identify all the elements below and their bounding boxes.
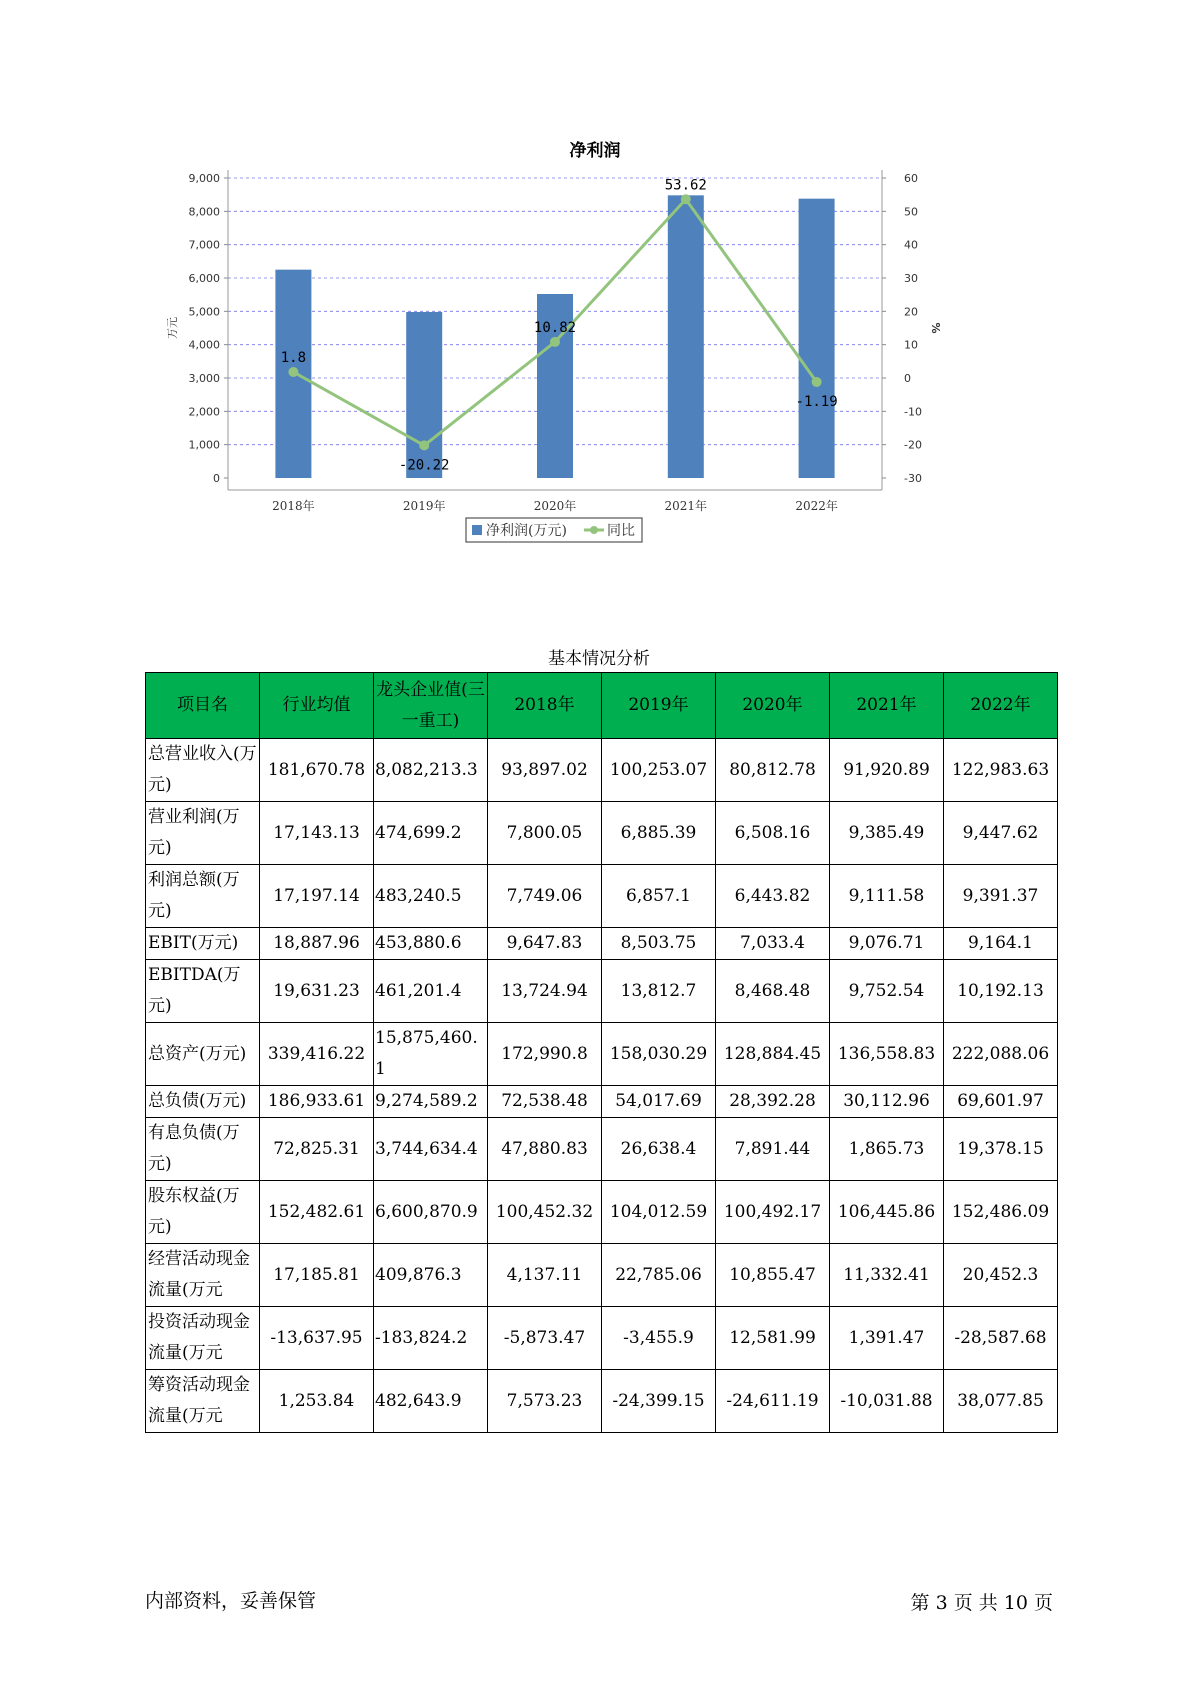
table-cell: 7,800.05 <box>488 802 602 865</box>
table-cell: 474,699.2 <box>374 802 488 865</box>
table-cell: 1,865.73 <box>830 1118 944 1181</box>
table-cell: -10,031.88 <box>830 1370 944 1433</box>
right-tick-label: -10 <box>904 405 922 419</box>
table-cell: 128,884.45 <box>716 1023 830 1086</box>
table-row <box>146 1086 1058 1118</box>
growth-data-label: 10.82 <box>533 319 577 336</box>
table-row <box>146 739 1058 802</box>
right-tick-label: 60 <box>904 172 918 185</box>
growth-data-label: 1.8 <box>280 350 307 366</box>
left-tick-label: 9,000 <box>188 172 220 185</box>
right-tick-label: 30 <box>904 272 918 285</box>
table-cell: 9,385.49 <box>830 802 944 865</box>
legend-bar-label: 净利润(万元) <box>486 523 567 539</box>
bar <box>799 199 835 478</box>
column-header: 2019年 <box>602 673 716 739</box>
left-tick-label: 3,000 <box>188 372 220 385</box>
table-cell: -3,455.9 <box>602 1307 716 1370</box>
column-header: 2021年 <box>830 673 944 739</box>
x-tick-label: 2020年 <box>533 499 577 513</box>
legend-line-label: 同比 <box>607 523 635 539</box>
table-cell: 10,192.13 <box>944 960 1058 1023</box>
table-cell: 482,643.9 <box>374 1370 488 1433</box>
table-row <box>146 960 1058 1023</box>
table-cell: 17,197.14 <box>260 865 374 928</box>
chart-title: 净利润 <box>569 141 621 161</box>
table-cell: 9,647.83 <box>488 928 602 960</box>
table-cell: 136,558.83 <box>830 1023 944 1086</box>
table-cell: 12,581.99 <box>716 1307 830 1370</box>
table-cell: 8,082,213.3 <box>374 739 488 802</box>
table-cell: 13,724.94 <box>488 960 602 1023</box>
growth-point <box>288 367 298 377</box>
table-cell: 7,573.23 <box>488 1370 602 1433</box>
left-tick-label: 0 <box>213 472 220 485</box>
basic-info-table <box>145 672 1058 1433</box>
row-label: 利润总额(万元) <box>146 865 260 928</box>
table-row <box>146 1370 1058 1433</box>
table-cell: 1,391.47 <box>830 1307 944 1370</box>
table-cell: 106,445.86 <box>830 1181 944 1244</box>
right-tick-label: 0 <box>904 372 911 385</box>
table-cell: -183,824.2 <box>374 1307 488 1370</box>
table-cell: 339,416.22 <box>260 1023 374 1086</box>
row-label: 经营活动现金流量(万元 <box>146 1244 260 1307</box>
column-header: 2022年 <box>944 673 1058 739</box>
table-cell: 80,812.78 <box>716 739 830 802</box>
right-tick-label: 10 <box>904 338 918 352</box>
table-cell: 9,274,589.2 <box>374 1086 488 1118</box>
table-cell: 20,452.3 <box>944 1244 1058 1307</box>
row-label: 总营业收入(万元) <box>146 739 260 802</box>
table-cell: 152,486.09 <box>944 1181 1058 1244</box>
x-tick-label: 2019年 <box>402 499 446 513</box>
x-tick-label: 2021年 <box>664 499 708 513</box>
left-tick-label: 4,000 <box>188 338 220 352</box>
table-cell: 9,752.54 <box>830 960 944 1023</box>
table-row <box>146 1307 1058 1370</box>
left-tick-label: 5,000 <box>188 305 220 319</box>
table-cell: 6,443.82 <box>716 865 830 928</box>
table-cell: 9,447.62 <box>944 802 1058 865</box>
growth-point <box>681 194 691 204</box>
table-cell: 100,492.17 <box>716 1181 830 1244</box>
table-row <box>146 865 1058 928</box>
table-cell: 19,631.23 <box>260 960 374 1023</box>
table-cell: 100,452.32 <box>488 1181 602 1244</box>
left-tick-label: 1,000 <box>188 438 220 452</box>
growth-point <box>419 440 429 450</box>
table-cell: 6,600,870.9 <box>374 1181 488 1244</box>
left-tick-label: 6,000 <box>188 272 220 285</box>
table-cell: -24,399.15 <box>602 1370 716 1433</box>
table-cell: 54,017.69 <box>602 1086 716 1118</box>
table-cell: -24,611.19 <box>716 1370 830 1433</box>
table-cell: 26,638.4 <box>602 1118 716 1181</box>
table-cell: 28,392.28 <box>716 1086 830 1118</box>
row-label: 营业利润(万元) <box>146 802 260 865</box>
growth-point <box>550 337 560 347</box>
table-cell: -13,637.95 <box>260 1307 374 1370</box>
growth-data-label: -1.19 <box>795 393 838 410</box>
column-header: 行业均值 <box>260 673 374 739</box>
bar <box>406 312 442 478</box>
table-cell: 7,749.06 <box>488 865 602 928</box>
growth-data-label: -20.22 <box>398 457 450 474</box>
table-cell: 181,670.78 <box>260 739 374 802</box>
table-cell: 11,332.41 <box>830 1244 944 1307</box>
column-header: 2018年 <box>488 673 602 739</box>
table-cell: 13,812.7 <box>602 960 716 1023</box>
chart-legend <box>466 518 642 542</box>
right-tick-label: -20 <box>904 438 922 452</box>
footer-confidential: 内部资料，妥善保管 <box>145 1590 317 1612</box>
table-cell: 483,240.5 <box>374 865 488 928</box>
table-cell: 7,033.4 <box>716 928 830 960</box>
table-cell: 1,253.84 <box>260 1370 374 1433</box>
table-cell: 17,143.13 <box>260 802 374 865</box>
table-cell: 18,887.96 <box>260 928 374 960</box>
table-row <box>146 802 1058 865</box>
table-cell: 38,077.85 <box>944 1370 1058 1433</box>
table-cell: 7,891.44 <box>716 1118 830 1181</box>
table-cell: 158,030.29 <box>602 1023 716 1086</box>
table-cell: 122,983.63 <box>944 739 1058 802</box>
row-label: 投资活动现金流量(万元 <box>146 1307 260 1370</box>
table-row <box>146 1181 1058 1244</box>
growth-point <box>812 377 822 387</box>
table-row <box>146 1023 1058 1086</box>
table-cell: 10,855.47 <box>716 1244 830 1307</box>
table-cell: 30,112.96 <box>830 1086 944 1118</box>
left-tick-label: 2,000 <box>188 405 220 419</box>
bar-series <box>275 195 834 478</box>
left-axis-title: 万元 <box>166 317 179 339</box>
column-header: 2020年 <box>716 673 830 739</box>
table-cell: 47,880.83 <box>488 1118 602 1181</box>
column-header: 龙头企业值(三一重工) <box>374 673 488 739</box>
table-cell: 8,503.75 <box>602 928 716 960</box>
row-label: EBITDA(万元) <box>146 960 260 1023</box>
table-cell: 152,482.61 <box>260 1181 374 1244</box>
table-cell: 8,468.48 <box>716 960 830 1023</box>
table-cell: 3,744,634.4 <box>374 1118 488 1181</box>
table-body <box>146 739 1058 1433</box>
table-cell: 453,880.6 <box>374 928 488 960</box>
table-cell: 22,785.06 <box>602 1244 716 1307</box>
table-cell: 6,885.39 <box>602 802 716 865</box>
table-cell: 222,088.06 <box>944 1023 1058 1086</box>
row-label: 总资产(万元) <box>146 1023 260 1086</box>
bar <box>668 195 704 478</box>
x-tick-label: 2022年 <box>795 499 838 513</box>
row-label: 筹资活动现金流量(万元 <box>146 1370 260 1433</box>
right-tick-label: 20 <box>904 305 918 319</box>
table-cell: 9,076.71 <box>830 928 944 960</box>
legend-bar-swatch <box>472 525 482 535</box>
table-cell: 69,601.97 <box>944 1086 1058 1118</box>
growth-data-label: 53.62 <box>664 177 707 194</box>
table-cell: 172,990.8 <box>488 1023 602 1086</box>
table-cell: 72,538.48 <box>488 1086 602 1118</box>
table-cell: 15,875,460.1 <box>374 1023 488 1086</box>
table-cell: 9,164.1 <box>944 928 1058 960</box>
table-cell: -5,873.47 <box>488 1307 602 1370</box>
column-header: 项目名 <box>146 673 260 739</box>
right-axis-title: % <box>929 322 942 334</box>
table-row <box>146 928 1058 960</box>
table-cell: 461,201.4 <box>374 960 488 1023</box>
right-tick-label: 40 <box>904 238 918 252</box>
table-cell: 4,137.11 <box>488 1244 602 1307</box>
table-cell: 17,185.81 <box>260 1244 374 1307</box>
table-cell: 9,111.58 <box>830 865 944 928</box>
footer-page-number: 第 3 页 共 10 页 <box>910 1592 1053 1614</box>
left-tick-label: 7,000 <box>188 238 220 252</box>
table-cell: 100,253.07 <box>602 739 716 802</box>
row-label: 有息负债(万元) <box>146 1118 260 1181</box>
table-cell: 9,391.37 <box>944 865 1058 928</box>
table-row <box>146 1244 1058 1307</box>
table-cell: -28,587.68 <box>944 1307 1058 1370</box>
table-cell: 104,012.59 <box>602 1181 716 1244</box>
right-tick-label: 50 <box>904 205 918 219</box>
legend-line-marker <box>590 526 598 534</box>
net-profit-chart <box>160 130 1030 600</box>
table-header-row <box>146 673 1058 739</box>
table-cell: 186,933.61 <box>260 1086 374 1118</box>
x-tick-label: 2018年 <box>272 499 315 513</box>
table-title: 基本情况分析 <box>548 649 650 669</box>
right-tick-label: -30 <box>904 472 922 485</box>
table-cell: 19,378.15 <box>944 1118 1058 1181</box>
table-cell: 6,857.1 <box>602 865 716 928</box>
table-cell: 409,876.3 <box>374 1244 488 1307</box>
table-cell: 93,897.02 <box>488 739 602 802</box>
table-cell: 72,825.31 <box>260 1118 374 1181</box>
row-label: EBIT(万元) <box>146 928 260 960</box>
row-label: 股东权益(万元) <box>146 1181 260 1244</box>
left-tick-label: 8,000 <box>188 205 220 219</box>
table-row <box>146 1118 1058 1181</box>
row-label: 总负债(万元) <box>146 1086 260 1118</box>
table-cell: 91,920.89 <box>830 739 944 802</box>
table-cell: 6,508.16 <box>716 802 830 865</box>
